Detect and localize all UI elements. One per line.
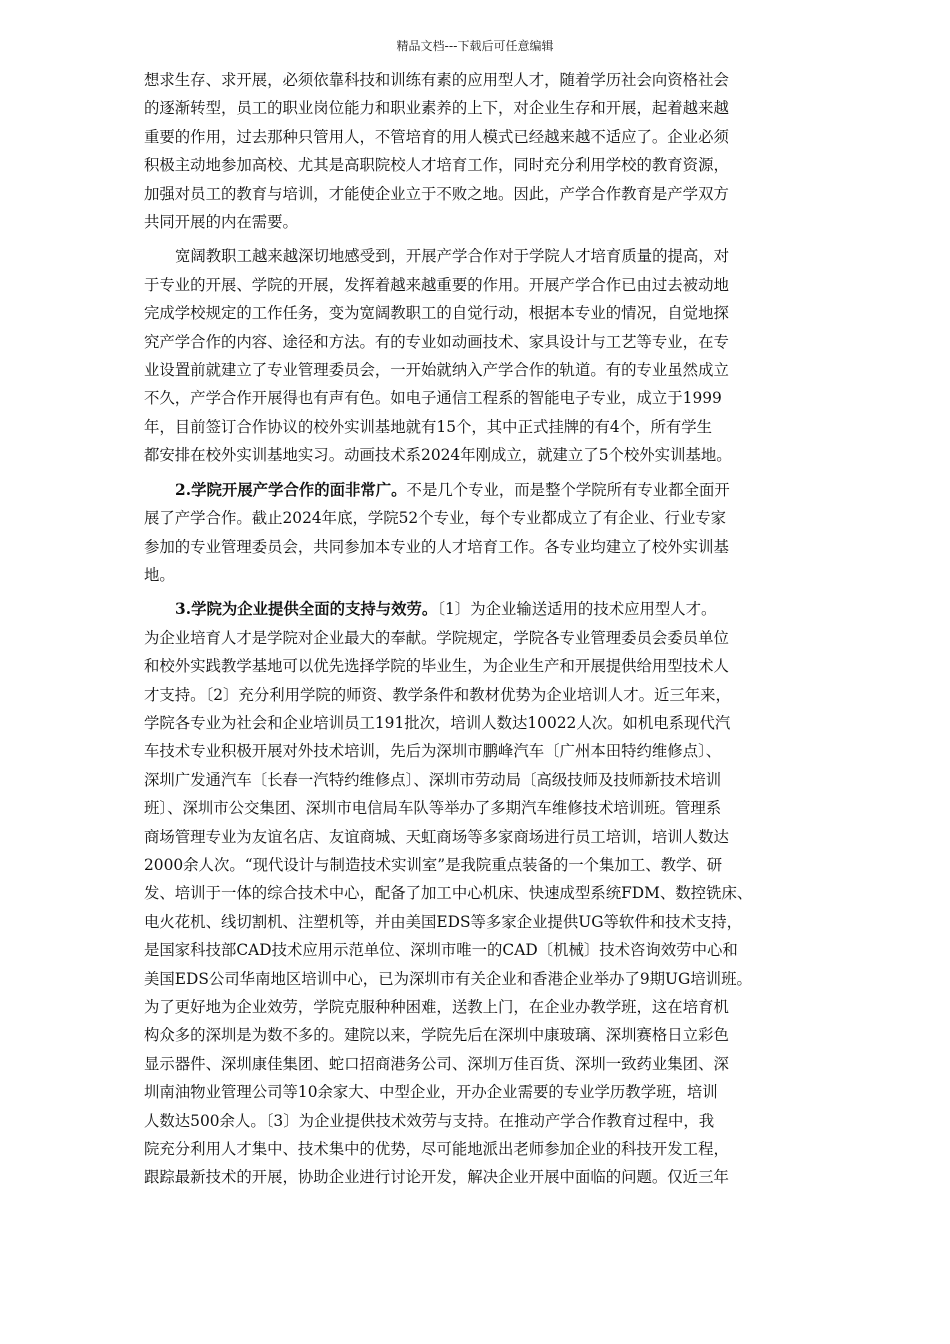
text-line: 显示器件、深圳康佳集团、蛇口招商港务公司、深圳万佳百货、深圳一致药业集团、深 [144, 1054, 729, 1073]
text-line: 美国EDS公司华南地区培训中心，已为深圳市有关企业和香港企业举办了9期UG培训班。 [144, 969, 752, 988]
text-line: 电火花机、线切割机、注塑机等，并由美国EDS等多家企业提供UG等软件和技术支持， [144, 912, 743, 931]
text-line: 都安排在校外实训基地实习。动画技术系2024年刚成立，就建立了5个校外实训基地。 [144, 446, 732, 465]
page-header: 精品文档---下载后可任意编辑 [396, 39, 554, 53]
text-line: 车技术专业积极开展对外技术培训，先后为深圳市鹏峰汽车〔广州本田特约维修点〕、 [144, 742, 722, 761]
text-line: 加强对员工的教育与培训，才能使企业立于不败之地。因此，产学合作教育是产学双方 [144, 184, 729, 203]
section-heading: 2.学院开展产学合作的面非常广。 [175, 480, 407, 499]
text-line: 人数达500余人。〔3〕为企业提供技术效劳与支持。在推动产学合作教育过程中，我 [144, 1111, 715, 1130]
text-line: 院充分利用人才集中、技术集中的优势，尽可能地派出老师参加企业的科技开发工程， [144, 1140, 729, 1159]
text-line: 年，目前签订合作协议的校外实训基地就有15个，其中正式挂牌的有4个，所有学生 [144, 417, 713, 436]
text-line: 共同开展的内在需要。 [144, 213, 298, 232]
text-line: 商场管理专业为友谊名店、友谊商城、天虹商场等多家商场进行员工培训，培训人数达 [144, 827, 729, 846]
text-line: 2000余人次。“现代设计与制造技术实训室”是我院重点装备的一个集加工、教学、研 [144, 855, 723, 874]
text-line: 为了更好地为企业效劳，学院克服种种困难，送教上门，在企业办教学班，这在培育机 [144, 998, 729, 1016]
text-line: 究产学合作的内容、途径和方法。有的专业如动画技术、家具设计与工艺等专业，在专 [144, 332, 729, 351]
section-heading: 3.学院为企业提供全面的支持与效劳。 [175, 600, 438, 619]
text-line: 展了产学合作。截止2024年底，学院52个专业，每个专业都成立了有企业、行业专家 [144, 509, 727, 528]
paragraph-4 [144, 595, 884, 1192]
text-line: 学院各专业为社会和企业培训员工191批次，培训人数达10022人次。如机电系现代汽 [144, 713, 731, 732]
text-line: 的逐渐转型，员工的职业岗位能力和职业素养的上下，对企业生存和开展，起着越来越 [144, 99, 729, 118]
text-line: 跟踪最新技术的开展，协助企业进行讨论开发，解决企业开展中面临的问题。仅近三年 [144, 1168, 729, 1187]
text-line: 想求生存、求开展，必须依靠科技和训练有素的应用型人才，随着学历社会向资格社会 [144, 71, 729, 89]
text-line: 于专业的开展、学院的开展，发挥着越来越重要的作用。开展产学合作已由过去被动地 [144, 275, 729, 294]
text-line: 积极主动地参加高校、尤其是高职院校人才培育工作，同时充分利用学校的教育资源， [144, 156, 729, 175]
paragraph-1 [144, 66, 884, 236]
text-line: 发、培训于一体的综合技术中心，配备了加工中心机床、快速成型系统FDM、数控铣床、 [144, 884, 753, 903]
document-body [144, 66, 884, 1192]
text-line: 重要的作用，过去那种只管用人，不管培育的用人模式已经越来越不适应了。企业必须 [144, 127, 729, 146]
text-line: 不久，产学合作开展得也有声有色。如电子通信工程系的智能电子专业，成立于1999 [144, 389, 722, 408]
text-line: 业设置前就建立了专业管理委员会，一开始就纳入产学合作的轨道。有的专业虽然成立 [144, 361, 729, 380]
paragraph-2 [144, 242, 884, 469]
text-line: 参加的专业管理委员会，共同参加本专业的人才培育工作。各专业均建立了校外实训基 [144, 537, 729, 556]
text-line: 才支持。〔2〕充分利用学院的师资、教学条件和教材优势为企业培训人才。近三年来， [144, 685, 731, 704]
text-line: 深圳广发通汽车〔长春一汽特约维修点〕、深圳市劳动局〔高级技师及技师新技术培训 [144, 770, 722, 789]
text-line: 宽阔教职工越来越深切地感受到，开展产学合作对于学院人才培育质量的提高，对 [175, 247, 730, 266]
text-line: 班〕、深圳市公交集团、深圳市电信局车队等举办了多期汽车维修技术培训班。管理系 [144, 799, 722, 818]
text-line [144, 595, 884, 623]
text-line: 构众多的深圳是为数不多的。建院以来，学院先后在深圳中康玻璃、深圳赛格日立彩色 [144, 1026, 729, 1045]
text-line: 地。 [144, 565, 175, 584]
text-line: 是国家科技部CAD技术应用示范单位、深圳市唯一的CAD〔机械〕技术咨询效劳中心和 [144, 941, 738, 960]
text-line [144, 476, 884, 504]
text-run: 不是几个专业，而是整个学院所有专业都全面开 [406, 480, 730, 499]
paragraph-3 [144, 476, 884, 590]
text-line: 圳南油物业管理公司等10余家大、中型企业，开办企业需要的专业学历教学班，培训 [144, 1083, 718, 1102]
text-run: 〔1〕为企业输送适用的技术应用型人才。 [437, 600, 717, 619]
text-line: 为企业培育人才是学院对企业最大的奉献。学院规定，学院各专业管理委员会委员单位 [144, 628, 729, 647]
text-line: 和校外实践教学基地可以优先选择学院的毕业生，为企业生产和开展提供给用型技术人 [144, 657, 729, 676]
text-line: 完成学校规定的工作任务，变为宽阔教职工的自觉行动，根据本专业的情况，自觉地探 [144, 304, 729, 323]
